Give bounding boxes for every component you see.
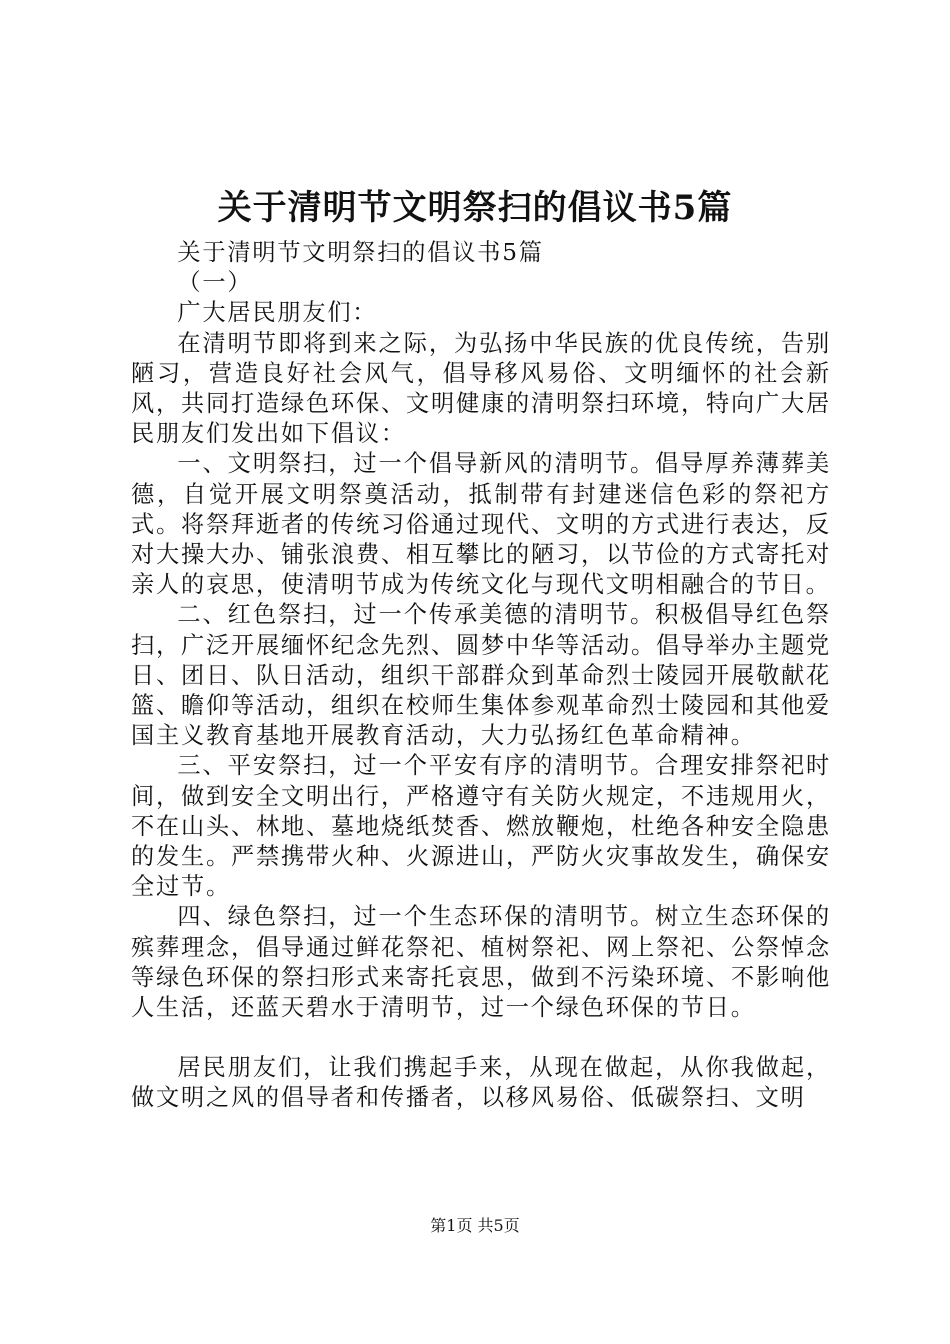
- document-body: [131, 238, 831, 1114]
- section-number: （一）: [177, 269, 253, 297]
- salutation: 广大居民朋友们：: [177, 299, 378, 327]
- proposal-paragraph-4: 四、绿色祭扫，过一个生态环保的清明节。树立生态环保的殡葬理念，倡导通过鲜花祭祀、植树祭祀、网上祭祀、公祭悼念等绿色环保的祭扫形式来寄托哀思，做到不污染环境、不影响他人生活，还蓝天碧水于清明节，过一个绿色环保的节日。: [131, 903, 831, 1022]
- proposal-paragraph-2: 二、红色祭扫，过一个传承美德的清明节。积极倡导红色祭扫，广泛开展缅怀纪念先烈、圆梦中华等活动。倡导举办主题党日、团日、队日活动，组织干部群众到革命烈士陵园开展敬献花篮、瞻仰等活动，组织在校师生集体参观革命烈士陵园和其他爱国主义教育基地开展教育活动，大力弘扬红色革命精神。: [131, 601, 831, 750]
- proposal-paragraph-3: 三、平安祭扫，过一个平安有序的清明节。合理安排祭祀时间，做到安全文明出行，严格遵守有关防火规定，不违规用火，不在山头、林地、墓地烧纸焚香、燃放鞭炮，杜绝各种安全隐患的发生。严禁携带火种、火源进山，严防火灾事故发生，确保安全过节。: [131, 752, 831, 901]
- page-footer: 第1页 共5页: [430, 1216, 520, 1235]
- subtitle-paragraph: 关于清明节文明祭扫的倡议书5篇: [177, 239, 544, 266]
- document-title: 关于清明节文明祭扫的倡议书5篇: [217, 188, 733, 228]
- closing-paragraph: 居民朋友们，让我们携起手来，从现在做起，从你我做起，做文明之风的倡导者和传播者，以移风易俗、低碳祭扫、文明: [131, 1054, 831, 1112]
- proposal-paragraph-1: 一、文明祭扫，过一个倡导新风的清明节。倡导厚养薄葬美德，自觉开展文明祭奠活动，抵制带有封建迷信色彩的祭祀方式。将祭拜逝者的传统习俗通过现代、文明的方式进行表达，反对大操大办、铺张浪费、相互攀比的陋习，以节俭的方式寄托对亲人的哀思，使清明节成为传统文化与现代文明相融合的节日。: [131, 450, 831, 599]
- intro-paragraph: 在清明节即将到来之际，为弘扬中华民族的优良传统，告别陋习，营造良好社会风气，倡导移风易俗、文明缅怀的社会新风，共同打造绿色环保、文明健康的清明祭扫环境，特向广大居民朋友们发出如下倡议：: [131, 329, 831, 448]
